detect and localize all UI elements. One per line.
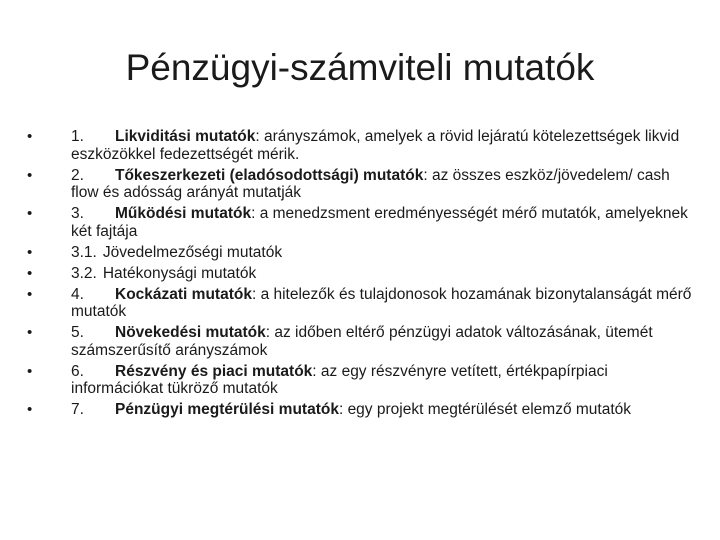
item-number: 1. xyxy=(71,128,84,145)
item-number: 6. xyxy=(71,362,84,380)
slide-title: Pénzügyi-számviteli mutatók xyxy=(125,47,595,88)
item-description: : a menedzsment eredményességét mérő mutatók, amelyeknek két fajtája xyxy=(71,205,688,240)
bullet-icon: • xyxy=(27,362,33,380)
bullet-icon: • xyxy=(27,285,33,303)
list-item xyxy=(27,265,697,283)
item-term: Kockázati mutatók xyxy=(115,285,252,303)
item-number: 3.1. xyxy=(71,243,97,261)
item-description: : arányszámok, amelyek a rövid lejáratú kötelezettségek likvid eszközökkel fedezettségét mérik. xyxy=(71,128,680,163)
item-description: : egy projekt megtérülését elemző mutatók xyxy=(338,401,632,418)
list-item xyxy=(27,286,697,321)
list-item xyxy=(27,167,697,202)
list-item xyxy=(27,244,697,262)
indicator-list xyxy=(27,128,697,422)
item-term: Növekedési mutatók xyxy=(115,324,266,341)
bullet-icon: • xyxy=(27,264,33,282)
item-term: Pénzügyi megtérülési mutatók xyxy=(115,401,339,418)
item-description: Hatékonysági mutatók xyxy=(102,264,257,282)
item-number: 3.2. xyxy=(71,264,97,282)
item-term: Részvény és piaci mutatók xyxy=(115,362,313,380)
item-description: : az egy részvényre vetített, értékpapírpiaci információkat tükröző mutatók xyxy=(71,362,608,397)
list-item xyxy=(27,324,697,359)
bullet-icon: • xyxy=(27,205,33,222)
item-number: 3. xyxy=(71,205,84,222)
item-term: Likviditási mutatók xyxy=(115,128,256,145)
bullet-icon: • xyxy=(27,243,33,261)
item-description: : az összes eszköz/jövedelem/ cash flow és adósság arányát mutatják xyxy=(71,166,670,201)
list-item xyxy=(27,401,697,419)
item-number: 5. xyxy=(71,324,84,341)
list-item xyxy=(27,128,697,163)
item-number: 7. xyxy=(71,401,84,418)
bullet-icon: • xyxy=(27,166,33,184)
item-number: 2. xyxy=(71,166,84,184)
bullet-icon: • xyxy=(27,401,33,418)
item-term: Tőkeszerkezeti (eladósodottsági) mutatók xyxy=(115,166,424,184)
list-item xyxy=(27,363,697,398)
item-number: 4. xyxy=(71,285,84,303)
list-item xyxy=(27,205,697,240)
bullet-icon: • xyxy=(27,324,33,341)
item-description: : az időben eltérő pénzügyi adatok változásának, ütemét számszerűsítő arányszámok xyxy=(71,324,653,359)
item-description: Jövedelmezőségi mutatók xyxy=(102,243,283,261)
item-term: Működési mutatók xyxy=(115,205,252,222)
bullet-icon: • xyxy=(27,128,33,145)
item-description: : a hitelezők és tulajdonosok hozamának bizonytalanságát mérő mutatók xyxy=(71,285,692,320)
